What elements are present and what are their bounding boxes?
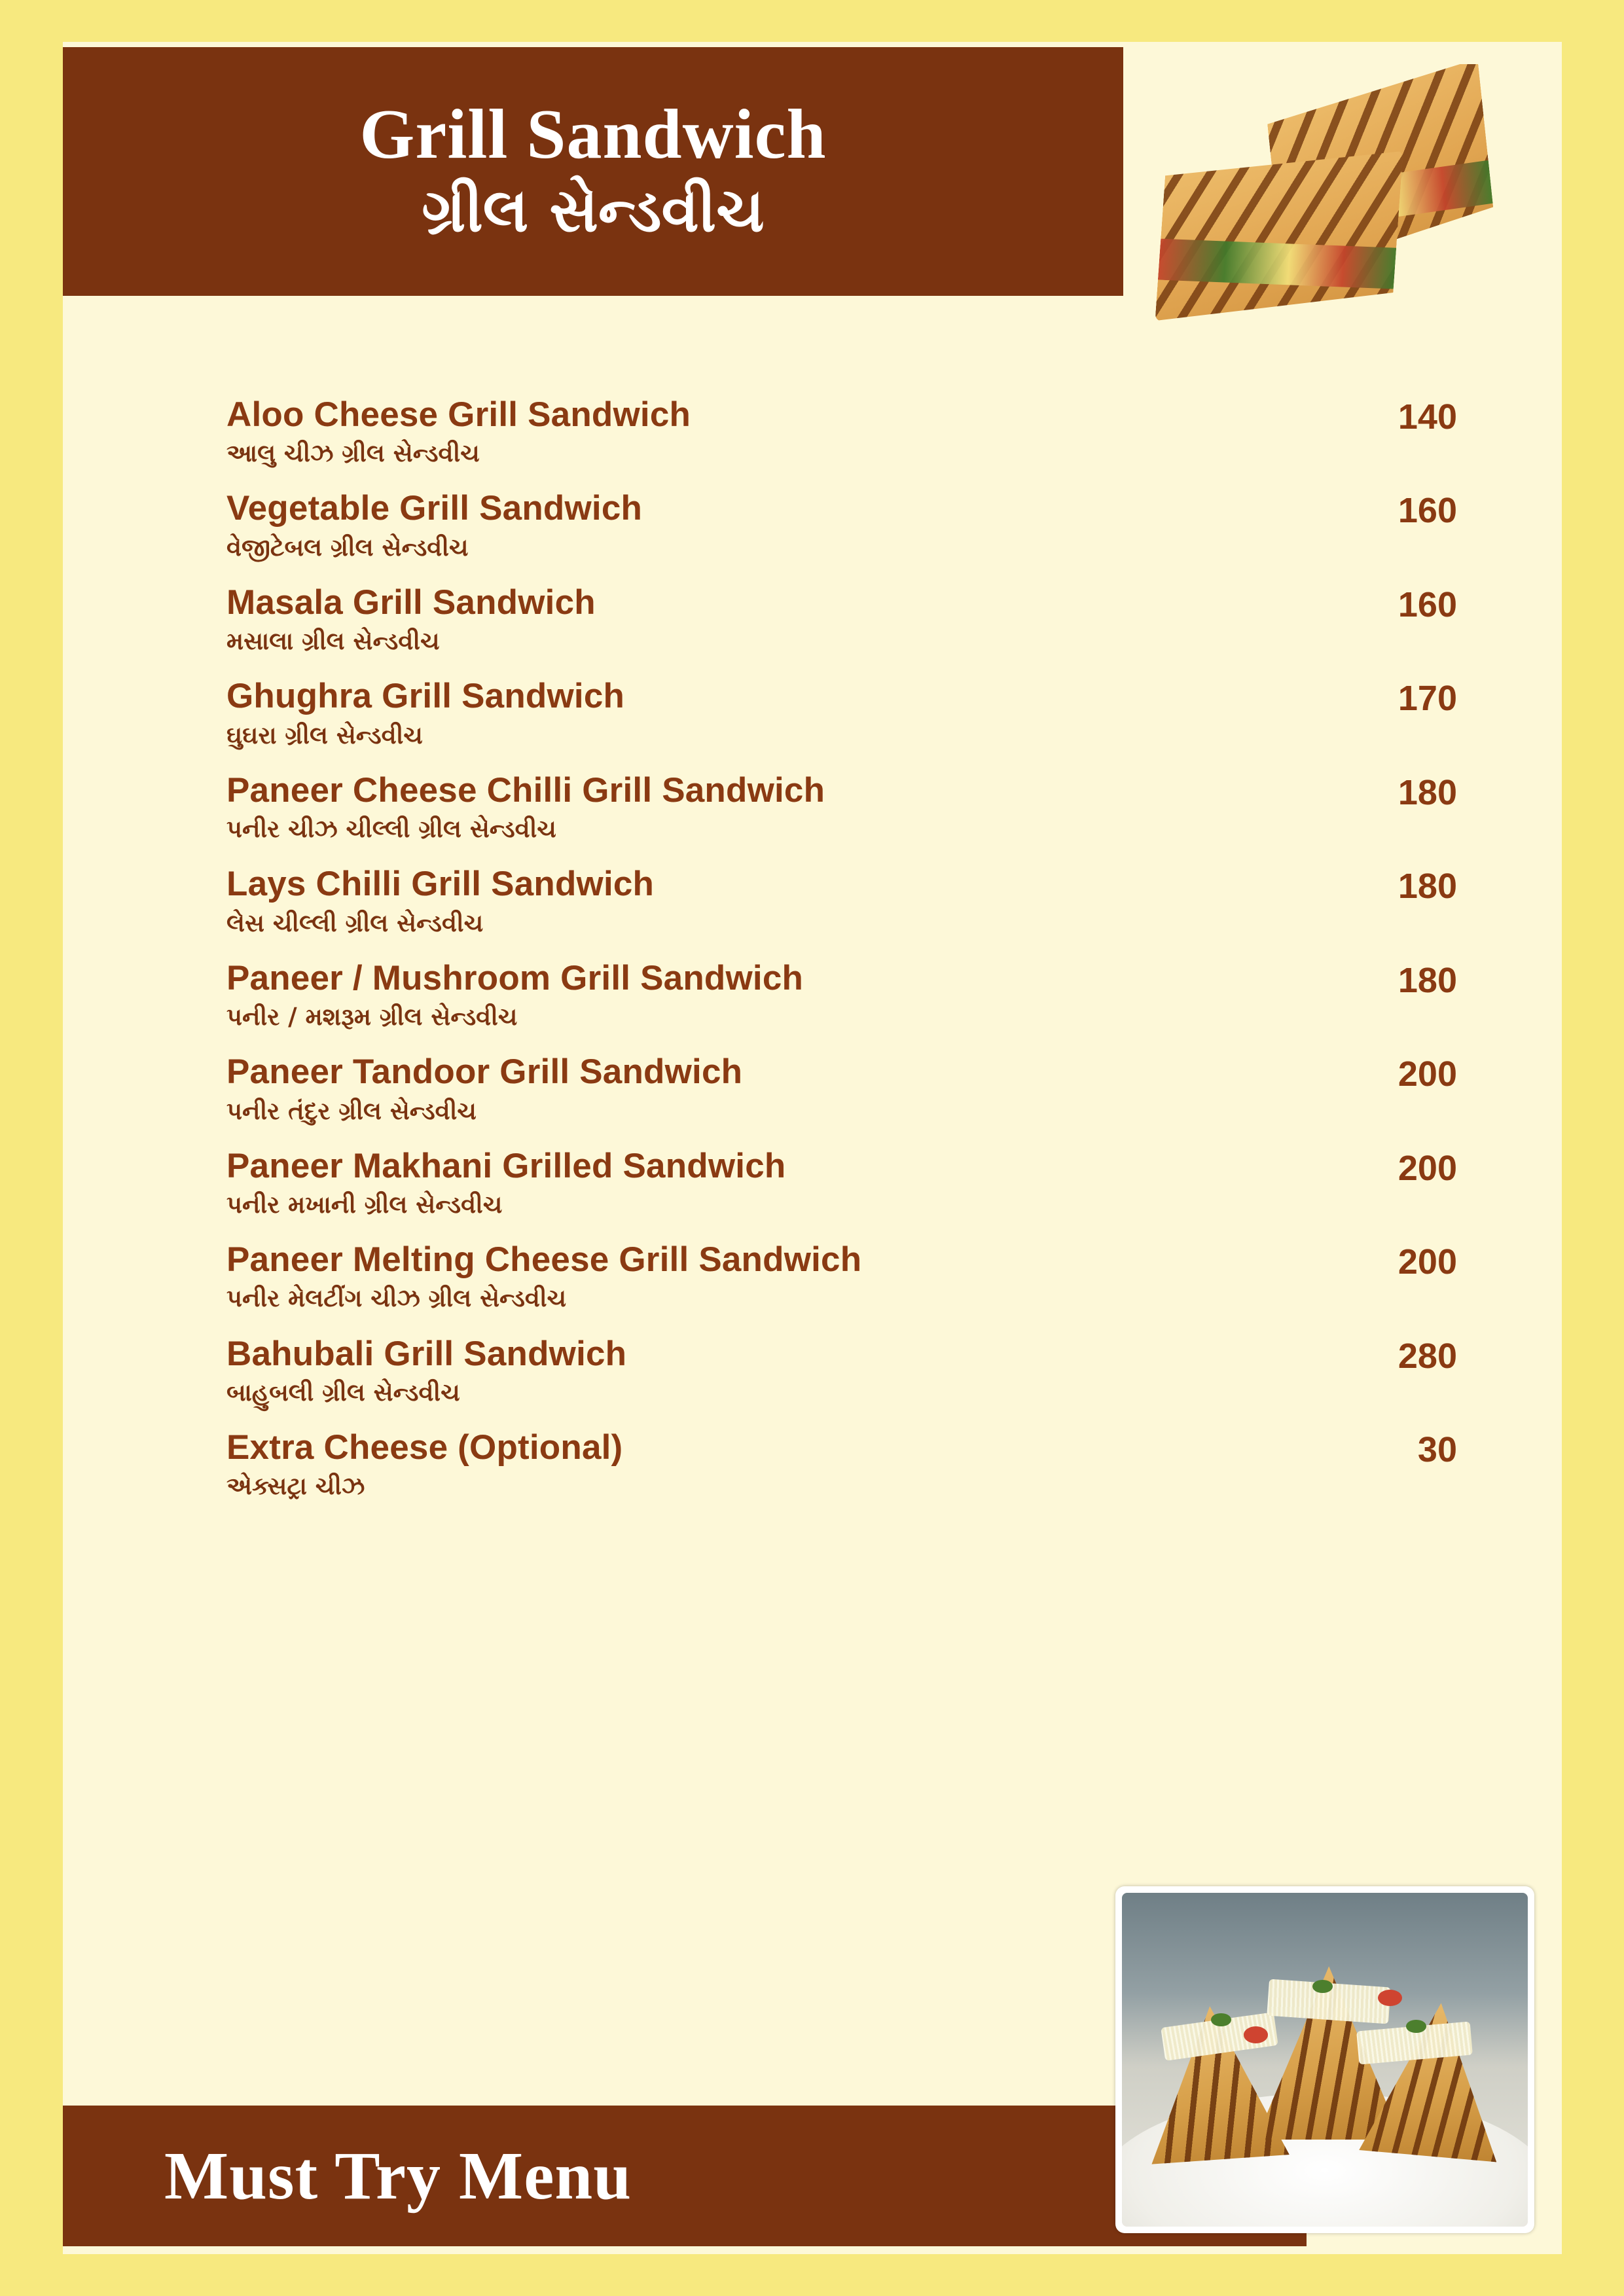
- menu-item-names: [226, 1052, 1307, 1126]
- menu-item-names: [226, 677, 1307, 751]
- menu-item-row: [226, 677, 1457, 751]
- menu-item-name-en: Paneer / Mushroom Grill Sandwich: [226, 958, 804, 997]
- menu-item-name-gu: પનીર મખાની ગ્રીલ સેન્ડવીચ: [226, 1190, 503, 1219]
- menu-item-row: [226, 1428, 1457, 1502]
- menu-item-name-gu: લેસ ચીલ્લી ગ્રીલ સેન્ડવીચ: [226, 908, 484, 937]
- herb-garnish: [1312, 1980, 1333, 1993]
- page-title-gujarati: ગ્રીલ સેન્ડવીચ: [422, 175, 765, 245]
- menu-item-names: [226, 1147, 1307, 1221]
- menu-item-name-gu: એક્સટ્રા ચીઝ: [226, 1472, 365, 1501]
- menu-item-name-gu: પનીર તંદુર ગ્રીલ સેન્ડવીચ: [226, 1096, 477, 1125]
- menu-item-row: [226, 959, 1457, 1033]
- menu-header-bar: [63, 47, 1123, 296]
- menu-item-price: 200: [1398, 1054, 1457, 1094]
- menu-item-price: 170: [1398, 679, 1457, 719]
- menu-item-price: 280: [1398, 1336, 1457, 1376]
- page-title: Grill Sandwich: [359, 96, 827, 174]
- menu-item-row: [226, 583, 1457, 657]
- header-sandwich-image: [1135, 64, 1554, 338]
- menu-item-name-en: Lays Chilli Grill Sandwich: [226, 865, 655, 904]
- menu-item-row: [226, 489, 1457, 563]
- menu-item-name-gu: આલુ ચીઝ ગ્રીલ સેન્ડવીચ: [226, 439, 480, 468]
- menu-item-row: [226, 865, 1457, 939]
- menu-item-name-en: Paneer Tandoor Grill Sandwich: [226, 1052, 743, 1092]
- menu-item-price: 180: [1398, 867, 1457, 906]
- menu-item-price: 140: [1398, 397, 1457, 437]
- footer-sandwich-image: [1115, 1886, 1534, 2233]
- sandwich-half-front: [1155, 135, 1403, 337]
- menu-item-row: [226, 1240, 1457, 1314]
- menu-list: [226, 395, 1457, 1522]
- menu-item-name-gu: પનીર / મશરૂમ ગ્રીલ સેન્ડવીચ: [226, 1003, 518, 1031]
- menu-item-names: [226, 583, 1307, 657]
- menu-item-row: [226, 771, 1457, 845]
- menu-item-name-gu: પનીર મેલટીંગ ચીઝ ગ્રીલ સેન્ડવીચ: [226, 1284, 567, 1313]
- menu-item-names: [226, 1335, 1307, 1408]
- menu-item-name-en: Aloo Cheese Grill Sandwich: [226, 395, 691, 434]
- menu-item-names: [226, 395, 1307, 469]
- menu-item-name-en: Paneer Melting Cheese Grill Sandwich: [226, 1240, 862, 1280]
- menu-item-names: [226, 865, 1307, 939]
- toast-bread-icon: [1155, 135, 1403, 337]
- menu-item-price: 180: [1398, 960, 1457, 1000]
- menu-item-name-en: Masala Grill Sandwich: [226, 583, 596, 622]
- menu-item-names: [226, 1240, 1307, 1314]
- menu-item-row: [226, 1335, 1457, 1408]
- menu-item-name-gu: મસાલા ગ્રીલ સેન્ડવીચ: [226, 627, 440, 656]
- menu-item-price: 180: [1398, 772, 1457, 812]
- menu-item-price: 200: [1398, 1148, 1457, 1188]
- menu-panel: [63, 42, 1562, 2254]
- menu-item-price: 30: [1417, 1429, 1457, 1469]
- menu-item-price: 200: [1398, 1242, 1457, 1282]
- menu-item-name-en: Ghughra Grill Sandwich: [226, 677, 625, 716]
- menu-item-price: 160: [1398, 584, 1457, 624]
- menu-item-name-en: Paneer Cheese Chilli Grill Sandwich: [226, 770, 825, 810]
- menu-item-name-en: Bahubali Grill Sandwich: [226, 1334, 627, 1373]
- menu-item-names: [226, 771, 1307, 845]
- herb-garnish: [1406, 2020, 1426, 2033]
- menu-item-name-en: Paneer Makhani Grilled Sandwich: [226, 1146, 786, 1185]
- tomato-garnish: [1244, 2026, 1268, 2043]
- tomato-garnish: [1378, 1990, 1402, 2007]
- menu-item-price: 160: [1398, 491, 1457, 531]
- menu-item-names: [226, 1428, 1307, 1502]
- menu-item-row: [226, 1052, 1457, 1126]
- menu-item-name-gu: પનીર ચીઝ ચીલ્લી ગ્રીલ સેન્ડવીચ: [226, 815, 556, 844]
- menu-item-name-gu: વેજીટેબલ ગ્રીલ સેન્ડવીચ: [226, 533, 469, 562]
- menu-item-name-gu: ઘુઘરા ગ્રીલ સેન્ડવીચ: [226, 721, 423, 749]
- herb-garnish: [1211, 2013, 1231, 2026]
- menu-item-row: [226, 395, 1457, 469]
- menu-item-names: [226, 489, 1307, 563]
- menu-item-name-gu: બાહુબલી ગ્રીલ સેન્ડવીચ: [226, 1378, 460, 1407]
- menu-item-name-en: Vegetable Grill Sandwich: [226, 489, 643, 528]
- menu-item-names: [226, 959, 1307, 1033]
- menu-item-name-en: Extra Cheese (Optional): [226, 1427, 623, 1467]
- footer-label: Must Try Menu: [164, 2138, 632, 2214]
- footer-photo-scene: [1122, 1893, 1528, 2227]
- menu-item-row: [226, 1147, 1457, 1221]
